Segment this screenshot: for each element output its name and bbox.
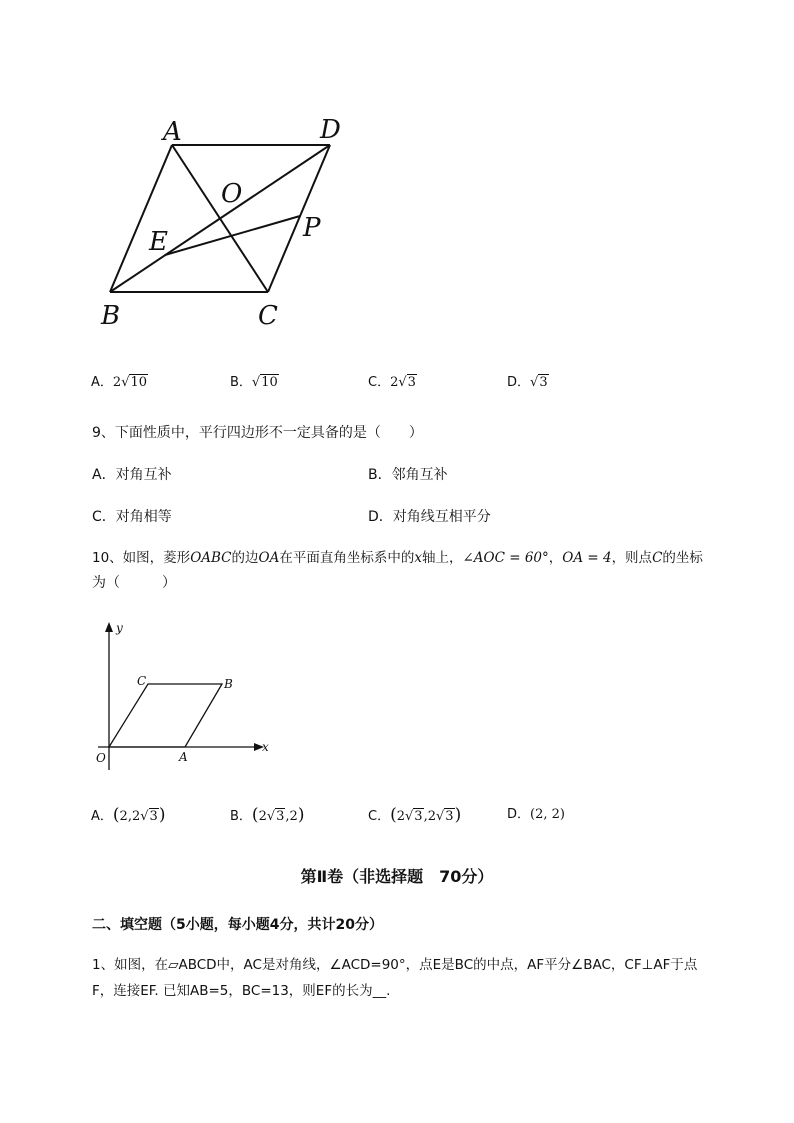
q9-stem: 9、下面性质中，平行四边形不一定具备的是（ ）: [92, 425, 423, 441]
label-a: A: [163, 117, 182, 147]
q9-option-c[interactable]: C．对角相等: [92, 509, 172, 525]
label-a: A: [179, 750, 188, 764]
label-c: C: [258, 301, 278, 331]
label-e: E: [149, 227, 168, 257]
label-c: C: [137, 674, 147, 688]
label-b: B: [101, 301, 121, 331]
q10-option-b[interactable]: B．(2√3,2): [230, 805, 305, 825]
q9-option-a[interactable]: A．对角互补: [92, 467, 172, 483]
fill1-line2: F，连接EF. 已知AB=5，BC=13，则EF的长为__.: [92, 983, 391, 999]
sqrt-icon: √3: [266, 809, 285, 824]
rhombus-coordinate-figure: [90, 618, 280, 778]
q10-option-c[interactable]: C．(2√3,2√3): [368, 805, 462, 825]
q10-stem-line1: 10、如图，菱形OABC的边OA在平面直角坐标系中的x轴上，∠AOC = 60°，OA = 4，则点C的坐标: [92, 550, 703, 566]
label-o: O: [221, 179, 243, 209]
q10-option-a[interactable]: A．(2,2√3): [91, 805, 166, 825]
rhombus-oabc: [109, 684, 222, 747]
q8-option-a[interactable]: A．2√10: [91, 375, 148, 390]
sqrt-icon: √3: [405, 809, 423, 824]
label-o: O: [96, 751, 106, 765]
sqrt-icon: √3: [435, 809, 454, 824]
axis-label-y: y: [116, 621, 123, 635]
parallelogram-figure: [95, 110, 365, 335]
q9-option-d[interactable]: D．对角线互相平分: [368, 509, 491, 525]
q10-stem-line2: 为（ ）: [92, 575, 176, 591]
segment-dc: [268, 145, 330, 292]
label-d: D: [320, 115, 341, 145]
q9-option-b[interactable]: B．邻角互补: [368, 467, 448, 483]
sqrt-icon: √3: [140, 809, 158, 824]
diagonal-ac: [172, 145, 268, 292]
q8-option-c[interactable]: C．2√3: [368, 375, 416, 390]
y-arrow-icon: [105, 622, 113, 632]
label-b: B: [224, 677, 233, 691]
sqrt-icon: √10: [251, 375, 278, 390]
section-title: 二、填空题（5小题，每小题4分，共计20分）: [92, 917, 383, 933]
segment-ab: [110, 145, 172, 292]
part2-title: 第Ⅱ卷（非选择题 70分）: [300, 867, 494, 886]
q8-option-d[interactable]: D．√3: [507, 375, 548, 390]
sqrt-icon: √10: [121, 375, 148, 390]
fill1-line1: 1、如图，在▱ABCD中，AC是对角线，∠ACD=90°，点E是BC的中点，AF平分∠BAC，CF⊥AF于点: [92, 957, 698, 973]
q8-option-b[interactable]: B．√10: [230, 375, 278, 390]
sqrt-icon: √3: [398, 375, 416, 390]
q10-option-d[interactable]: D．(2, 2): [507, 807, 565, 822]
label-p: P: [303, 213, 321, 243]
sqrt-icon: √3: [530, 375, 548, 390]
segment-ep: [165, 216, 300, 255]
axis-label-x: x: [262, 740, 269, 754]
